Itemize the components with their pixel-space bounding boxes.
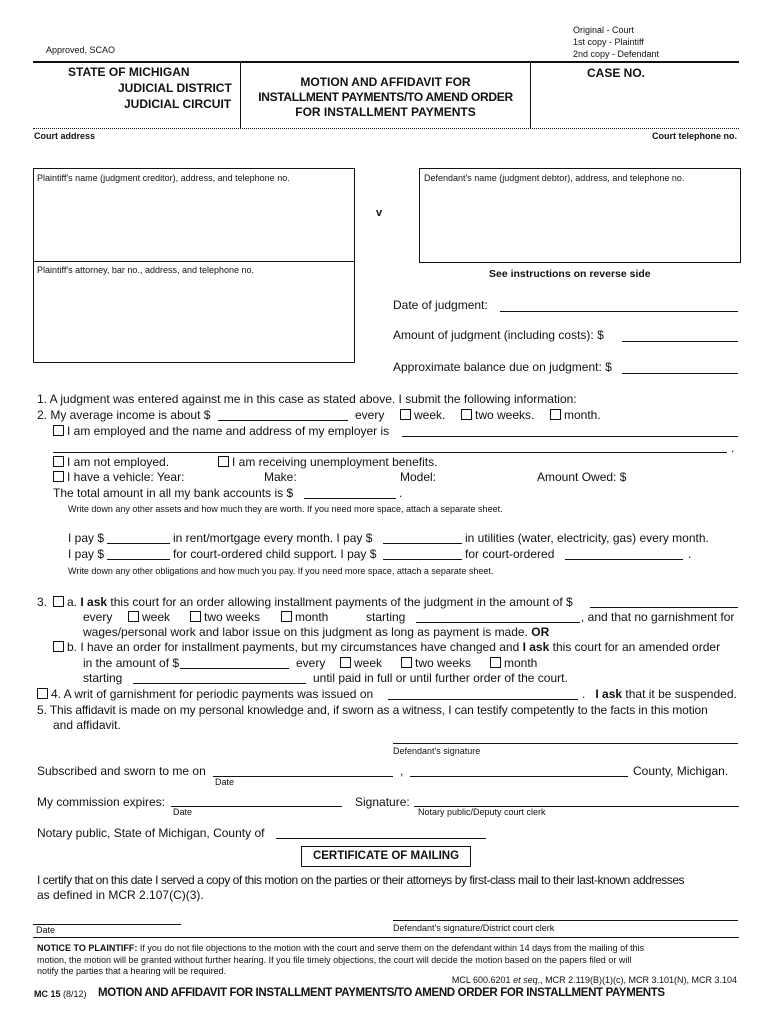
form-title bbox=[241, 75, 530, 120]
item-3-number: 3. bbox=[37, 595, 48, 609]
header-divider-right bbox=[530, 62, 531, 128]
header-rule bbox=[33, 61, 739, 63]
court-address-label: Court address bbox=[34, 131, 96, 141]
other-ordered-amount-field[interactable] bbox=[383, 559, 462, 560]
vehicle-option[interactable] bbox=[53, 470, 184, 484]
citation-italic: et seq bbox=[513, 975, 538, 985]
item-3b-text[interactable] bbox=[53, 640, 720, 654]
case-no-label: CASE NO. bbox=[587, 66, 646, 80]
vehicle-model-label: Model: bbox=[400, 470, 437, 484]
notary-county-label: Notary public, State of Michigan, County of bbox=[37, 826, 265, 840]
subscribed-label: Subscribed and sworn to me on bbox=[37, 764, 206, 778]
item-2-text: 2. My average income is about $ bbox=[37, 408, 211, 422]
judgment-date-field[interactable] bbox=[500, 311, 738, 312]
form-title-line: MOTION AND AFFIDAVIT FOR bbox=[300, 75, 471, 89]
commission-label: My commission expires: bbox=[37, 795, 166, 809]
employed-label: I am employed and the name and address of my employer is bbox=[67, 424, 390, 438]
month-checkbox[interactable] bbox=[550, 409, 561, 420]
item-3b-month-label: month bbox=[504, 656, 538, 670]
defendant-signature-label: Defendant's signature bbox=[393, 746, 481, 756]
item-3b-starting-label: starting bbox=[83, 671, 123, 685]
item-3a-month-option[interactable] bbox=[281, 610, 328, 624]
item-3b-month-checkbox[interactable] bbox=[490, 657, 501, 668]
employer-field[interactable] bbox=[402, 436, 738, 437]
court-phone-label: Court telephone no. bbox=[652, 131, 737, 141]
judgment-amount-label: Amount of judgment (including costs): $ bbox=[393, 328, 604, 342]
form-title-line: FOR INSTALLMENT PAYMENTS bbox=[295, 105, 476, 119]
average-income-field[interactable] bbox=[218, 420, 348, 421]
item-5-text: 5. This affidavit is made on my personal knowledge and, if sworn as a witness, I can testify competently to the facts in this motion bbox=[37, 703, 708, 717]
form-code-number: MC 15 bbox=[34, 989, 61, 999]
item-3a-starting-field[interactable] bbox=[416, 622, 580, 623]
unemployment-checkbox[interactable] bbox=[218, 456, 229, 467]
two-weeks-label: two weeks. bbox=[475, 408, 535, 422]
item-3b-rest: this court for an amended order bbox=[552, 640, 721, 654]
judgment-balance-label: Approximate balance due on judgment: $ bbox=[393, 360, 612, 374]
amount-owed-label: Amount Owed: $ bbox=[537, 470, 627, 484]
legal-citations bbox=[452, 975, 737, 985]
form-code bbox=[34, 989, 87, 999]
item-3a-rest: this court for an order allowing installment payments of the judgment in the amount of $ bbox=[110, 595, 573, 609]
two-weeks-checkbox[interactable] bbox=[461, 409, 472, 420]
assets-note: Write down any other assets and how much they are worth. If you need more space, attach a separate sheet. bbox=[68, 504, 503, 514]
item-3b-week-label: week bbox=[354, 656, 383, 670]
unemployment-option[interactable] bbox=[218, 455, 437, 469]
court-ordered-period: . bbox=[688, 547, 692, 561]
judgment-balance-field[interactable] bbox=[622, 373, 738, 374]
employer-period: . bbox=[731, 441, 735, 455]
sworn-county-field[interactable] bbox=[410, 776, 628, 777]
item-3a-two-weeks-option[interactable] bbox=[190, 610, 260, 624]
vehicle-make-label: Make: bbox=[264, 470, 297, 484]
wages-text bbox=[83, 625, 549, 639]
i-ask-emphasis: I ask bbox=[522, 640, 550, 654]
item-3b-checkbox[interactable] bbox=[53, 641, 64, 652]
utilities-label: in utilities (water, electricity, gas) every month. bbox=[465, 531, 709, 545]
judgment-date-label: Date of judgment: bbox=[393, 298, 488, 312]
item-3b-two-weeks-checkbox[interactable] bbox=[401, 657, 412, 668]
certificate-signature-field[interactable] bbox=[393, 920, 738, 921]
item-3a-starting-label: starting bbox=[366, 610, 406, 624]
copy-original: Original - Court bbox=[573, 25, 635, 35]
item-4-checkbox[interactable] bbox=[37, 688, 48, 699]
item-4-suspend-text: that it be suspended. bbox=[625, 687, 737, 701]
until-paid-text: until paid in full or until further order of the court. bbox=[313, 671, 568, 685]
item-3b-month-option[interactable] bbox=[490, 656, 537, 670]
sworn-date-label: Date bbox=[215, 777, 235, 787]
income-month-option[interactable] bbox=[550, 408, 601, 422]
item-1-text: 1. A judgment was entered against me in this case as stated above. I submit the following information: bbox=[37, 392, 577, 406]
instructions-note: See instructions on reverse side bbox=[489, 268, 651, 280]
plaintiff-attorney-label: Plaintiff's attorney, bar no., address, and telephone no. bbox=[37, 265, 255, 275]
item-4-period: . bbox=[582, 687, 586, 701]
item-3a-every-label: every bbox=[83, 610, 113, 624]
copy-distribution bbox=[573, 24, 659, 60]
child-support-field[interactable] bbox=[107, 559, 170, 560]
item-3a-week-checkbox[interactable] bbox=[128, 611, 139, 622]
court-ordered-label: for court-ordered bbox=[465, 547, 555, 561]
not-employed-label: I am not employed. bbox=[67, 455, 170, 469]
no-garnishment-text: , and that no garnishment for bbox=[581, 610, 735, 624]
pay-rent-prefix: I pay $ bbox=[68, 531, 105, 545]
income-week-option[interactable] bbox=[400, 408, 445, 422]
item-3b-two-weeks-label: two weeks bbox=[415, 656, 472, 670]
employed-checkbox[interactable] bbox=[53, 425, 64, 436]
wages-text-body: wages/personal work and labor issue on this judgment as long as payment is made. bbox=[83, 625, 528, 639]
child-support-label: for court-ordered child support. I pay $ bbox=[173, 547, 377, 561]
week-checkbox[interactable] bbox=[400, 409, 411, 420]
vehicle-year-label: I have a vehicle: Year: bbox=[67, 470, 185, 484]
vehicle-checkbox[interactable] bbox=[53, 471, 64, 482]
not-employed-option[interactable] bbox=[53, 455, 169, 469]
item-4-body: 4. A writ of garnishment for periodic payments was issued on bbox=[51, 687, 374, 701]
defendant-signature-field[interactable] bbox=[393, 743, 738, 744]
plaintiff-box-divider bbox=[33, 261, 354, 262]
item-3b-every-label: every bbox=[296, 656, 326, 670]
income-two-weeks-option[interactable] bbox=[461, 408, 534, 422]
item-3b-amount-label: in the amount of $ bbox=[83, 656, 180, 670]
not-employed-checkbox[interactable] bbox=[53, 456, 64, 467]
notary-county-field[interactable] bbox=[276, 838, 486, 839]
form-title-line: INSTALLMENT PAYMENTS/TO AMEND ORDER bbox=[258, 90, 513, 104]
certificate-signature-label: Defendant's signature/District court clerk bbox=[393, 923, 555, 933]
garnishment-date-field[interactable] bbox=[388, 699, 578, 700]
income-every-label: every bbox=[355, 408, 385, 422]
state-label: STATE OF MICHIGAN bbox=[68, 65, 190, 79]
week-label: week. bbox=[414, 408, 446, 422]
item-3b-two-weeks-option[interactable] bbox=[401, 656, 471, 670]
unemployment-label: I am receiving unemployment benefits. bbox=[232, 455, 438, 469]
item-3b-starting-field[interactable] bbox=[133, 683, 306, 684]
county-michigan-label: County, Michigan. bbox=[633, 764, 729, 778]
circuit-label: JUDICIAL CIRCUIT bbox=[124, 97, 232, 111]
item-3a-month-checkbox[interactable] bbox=[281, 611, 292, 622]
item-3a-week-option[interactable] bbox=[128, 610, 170, 624]
commission-date-label: Date bbox=[173, 807, 193, 817]
i-ask-emphasis: I ask bbox=[595, 687, 623, 701]
item-3a-checkbox[interactable] bbox=[53, 596, 64, 607]
court-ordered-desc-field[interactable] bbox=[565, 559, 683, 560]
item-4-text[interactable] bbox=[37, 687, 373, 701]
bank-period: . bbox=[399, 486, 403, 500]
item-3b-week-option[interactable] bbox=[340, 656, 382, 670]
item-3a-letter: a. bbox=[67, 595, 78, 609]
citation-part: MCL 600.6201 bbox=[451, 975, 514, 985]
certificate-title: CERTIFICATE OF MAILING bbox=[301, 846, 471, 867]
citation-part: ., MCR 2.119(B)(1)(c), MCR 3.101(N), MCR 3.104 bbox=[537, 975, 737, 985]
notice-line: motion, the motion will be granted without further hearing. If you file timely objections, the court will decide the motion based on the papers filed or will bbox=[37, 954, 632, 965]
item-3a-text[interactable] bbox=[53, 595, 573, 609]
item-3a-week-label: week bbox=[142, 610, 171, 624]
notice-heading: NOTICE TO PLAINTIFF: bbox=[37, 943, 138, 953]
certificate-date-field[interactable] bbox=[33, 924, 181, 925]
rent-field[interactable] bbox=[107, 543, 170, 544]
commission-date-field[interactable] bbox=[171, 806, 342, 807]
district-label: JUDICIAL DISTRICT bbox=[118, 81, 232, 95]
copy-defendant: 2nd copy - Defendant bbox=[573, 49, 660, 59]
certificate-date-label: Date bbox=[36, 925, 56, 935]
item-3b-week-checkbox[interactable] bbox=[340, 657, 351, 668]
bank-accounts-label: The total amount in all my bank accounts is $ bbox=[53, 486, 294, 500]
footer-form-title: MOTION AND AFFIDAVIT FOR INSTALLMENT PAYMENTS/TO AMEND ORDER FOR INSTALLMENT PAYMENTS bbox=[98, 987, 665, 999]
sworn-comma: , bbox=[400, 764, 404, 778]
i-ask-emphasis: I ask bbox=[80, 595, 108, 609]
notary-clerk-label: Notary public/Deputy court clerk bbox=[418, 807, 546, 817]
or-emphasis: OR bbox=[531, 625, 550, 639]
notice-to-plaintiff bbox=[37, 943, 644, 978]
item-5-text-2: and affidavit. bbox=[53, 718, 121, 732]
item-3a-two-weeks-label: two weeks bbox=[204, 610, 261, 624]
item-3a-month-label: month bbox=[295, 610, 329, 624]
item-4-rest bbox=[582, 687, 737, 701]
pay-support-prefix: I pay $ bbox=[68, 547, 105, 561]
copy-plaintiff: 1st copy - Plaintiff bbox=[573, 37, 644, 47]
form-revision-date: (8/12) bbox=[60, 989, 87, 999]
certificate-text: I certify that on this date I served a copy of this motion on the parties or their attorneys by first-class mail to their last-known addresses bbox=[37, 873, 685, 887]
sworn-date-field[interactable] bbox=[213, 776, 393, 777]
signature-label: Signature: bbox=[355, 795, 410, 809]
defendant-label: Defendant's name (judgment debtor), address, and telephone no. bbox=[424, 173, 685, 183]
footer-rule bbox=[33, 937, 739, 938]
item-3b-body: b. I have an order for installment payments, but my circumstances have changed and bbox=[67, 640, 520, 654]
certificate-text-2: as defined in MCR 2.107(C)(3). bbox=[37, 888, 204, 902]
rent-label: in rent/mortgage every month. I pay $ bbox=[173, 531, 373, 545]
versus-label: v bbox=[376, 207, 383, 219]
employer-field-line-2[interactable] bbox=[53, 452, 727, 453]
plaintiff-label: Plaintiff's name (judgment creditor), address, and telephone no. bbox=[37, 173, 290, 183]
notice-line: notify the parties that a hearing will be required. bbox=[37, 966, 227, 976]
bank-accounts-field[interactable] bbox=[304, 498, 396, 499]
installment-amount-field[interactable] bbox=[590, 607, 738, 608]
month-label: month. bbox=[564, 408, 601, 422]
utilities-field[interactable] bbox=[383, 543, 462, 544]
notice-line: If you do not file objections to the motion with the court and serve them on the defendant within 14 days from the mailing of this bbox=[137, 943, 645, 953]
approved-scao: Approved, SCAO bbox=[46, 45, 116, 55]
item-3a-two-weeks-checkbox[interactable] bbox=[190, 611, 201, 622]
header-bottom-rule bbox=[33, 128, 739, 129]
item-3b-amount-field[interactable] bbox=[180, 668, 289, 669]
obligations-note: Write down any other obligations and how much you pay. If you need more space, attach a separate sheet. bbox=[68, 566, 494, 576]
judgment-amount-field[interactable] bbox=[622, 341, 738, 342]
employed-option[interactable] bbox=[53, 424, 389, 438]
